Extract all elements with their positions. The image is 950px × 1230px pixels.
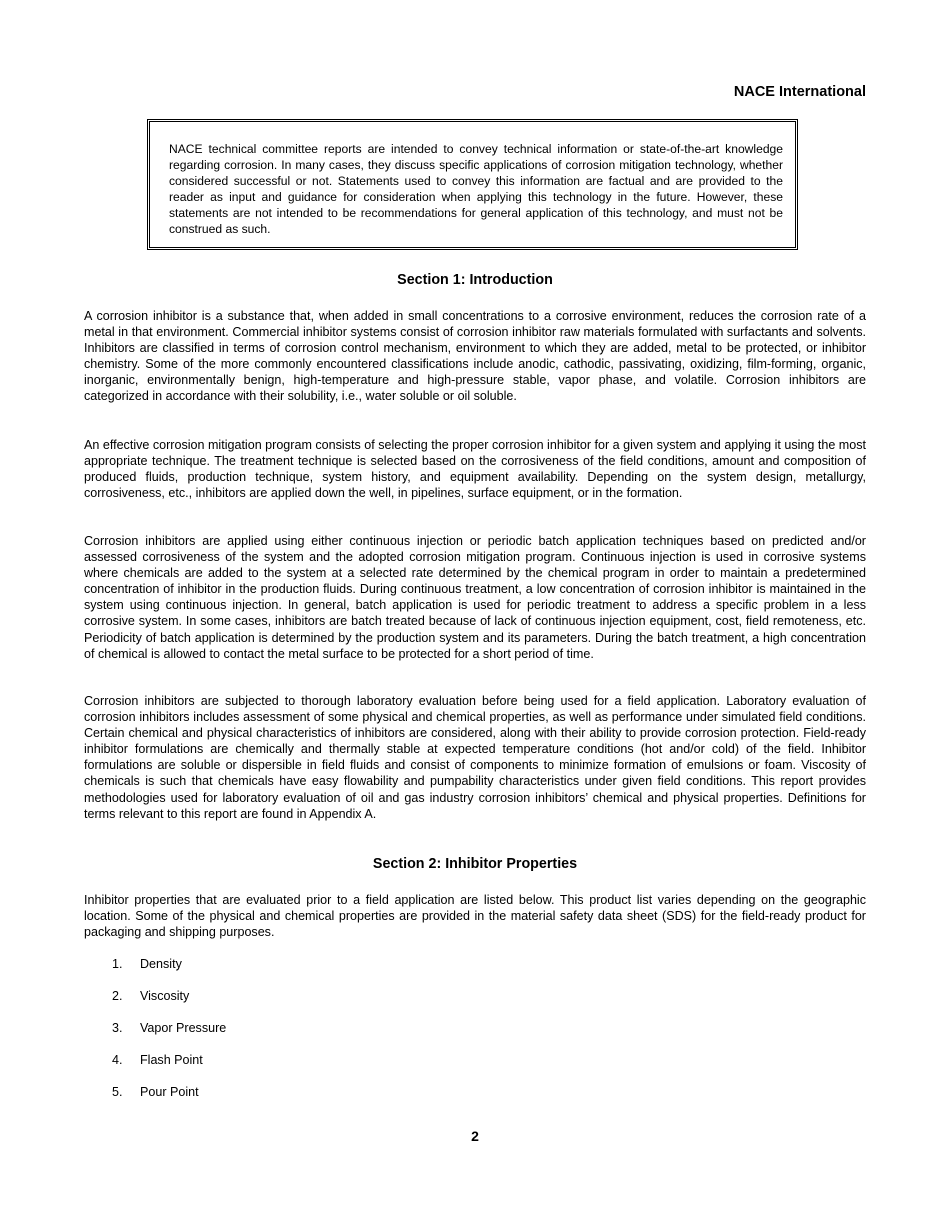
section-1-paragraph-4: Corrosion inhibitors are subjected to thorough laboratory evaluation before being used for a field application. Laboratory evaluation of corrosion inhibitors includes assessment of some physical and chemical properties, as well as performance under simulated field conditions. Certain chemical and physical characteristics of inhibitors are considered, along with their ability to provide corrosion protection. Field-ready inhibitor formulations are chemically and thermally stable at expected temperature conditions (hot and/or cold) of the field. Inhibitor formulations are soluble or dispersible in field fluids and consist of components to minimize formation of emulsions or foam. Viscosity of chemicals is such that chemicals have easy flowability and pumpability characteristics under given field conditions. This report provides methodologies used for laboratory evaluation of oil and gas industry corrosion inhibitors’ chemical and physical properties. Definitions for terms relevant to this report are found in Appendix A. — [84, 694, 866, 821]
list-item-label: Viscosity — [140, 989, 190, 1003]
list-item-label: Pour Point — [140, 1085, 199, 1099]
list-item-number: 3. — [112, 1021, 123, 1035]
properties-list — [84, 956, 226, 1116]
section-2-intro: Inhibitor properties that are evaluated prior to a field application are listed below. This product list varies depending on the geographic location. Some of the physical and chemical properties are provided in the material safety data sheet (SDS) for the field-ready product for packaging and shipping purposes. — [84, 893, 866, 940]
section-1-title: Section 1: Introduction — [397, 272, 553, 288]
list-item — [84, 956, 226, 988]
section-1-paragraph-2: An effective corrosion mitigation program consists of selecting the proper corrosion inhibitor for a given system and applying it using the most appropriate technique. The treatment technique is selected based on the corrosiveness of the field conditions, amount and composition of produced fluids, production technique, system history, and equipment availability. Depending on the system design, metallurgy, corrosiveness, etc., inhibitors are applied down the well, in pipelines, surface equipment, or in the formation. — [84, 438, 866, 501]
list-item — [84, 1052, 226, 1084]
list-item — [84, 1020, 226, 1052]
list-item-number: 5. — [112, 1085, 123, 1099]
list-item-number: 1. — [112, 957, 123, 971]
list-item-label: Vapor Pressure — [140, 1021, 227, 1035]
page-number: 2 — [471, 1128, 479, 1144]
list-item — [84, 988, 226, 1020]
section-2-title: Section 2: Inhibitor Properties — [372, 856, 578, 872]
header-organization: NACE International — [733, 84, 866, 100]
list-item — [84, 1084, 226, 1116]
list-item-number: 4. — [112, 1053, 123, 1067]
list-item-label: Density — [140, 957, 182, 971]
section-1-paragraph-1: A corrosion inhibitor is a substance that, when added in small concentrations to a corrosive environment, reduces the corrosion rate of a metal in that environment. Commercial inhibitor systems consist of corrosion inhibitor raw materials formulated with surfactants and solvents. Inhibitors are classified in terms of corrosion control mechanism, environment to which they are added, metal to be protected, or inhibitor chemistry. Some of the more commonly encountered classifications include anodic, cathodic, passivating, oxidizing, film-forming, organic, inorganic, environmentally benign, high-temperature and high-pressure stable, vapor phase, and volatile. Corrosion inhibitors are categorized in accordance with their solubility, i.e., water soluble or oil soluble. — [84, 309, 866, 404]
disclaimer-text: NACE technical committee reports are intended to convey technical information or state-of-the-art knowledge regarding corrosion. In many cases, they discuss specific applications of corrosion mitigation technology, whether considered successful or not. Statements used to convey this information are factual and are provided to the reader as input and guidance for consideration when applying this technology in the future. However, these statements are not intended to be recommendations for general application of this technology, and must not be construed as such. — [169, 142, 783, 237]
list-item-number: 2. — [112, 989, 123, 1003]
section-1-paragraph-3: Corrosion inhibitors are applied using either continuous injection or periodic batch application techniques based on predicted and/or assessed corrosiveness of the system and the adopted corrosion mitigation program. Continuous injection is used in corrosive systems where chemicals are added to the system at a selected rate determined by the chemical program in order to maintain a predetermined concentration of inhibitor in the production fluids. During continuous treatment, a low concentration of corrosion inhibitor is maintained in the system using continuous injection. In general, batch application is used for periodic treatment to address a specific problem in a less corrosive system. In some cases, inhibitors are batch treated because of lack of continuous injection equipment, cost, field remoteness, etc. Periodicity of batch application is determined by the production system and its parameters. During the batch treatment, a high concentration of chemical is allowed to contact the metal surface to be protected for a short period of time. — [84, 534, 866, 661]
list-item-label: Flash Point — [140, 1053, 203, 1067]
disclaimer-box — [147, 119, 798, 250]
